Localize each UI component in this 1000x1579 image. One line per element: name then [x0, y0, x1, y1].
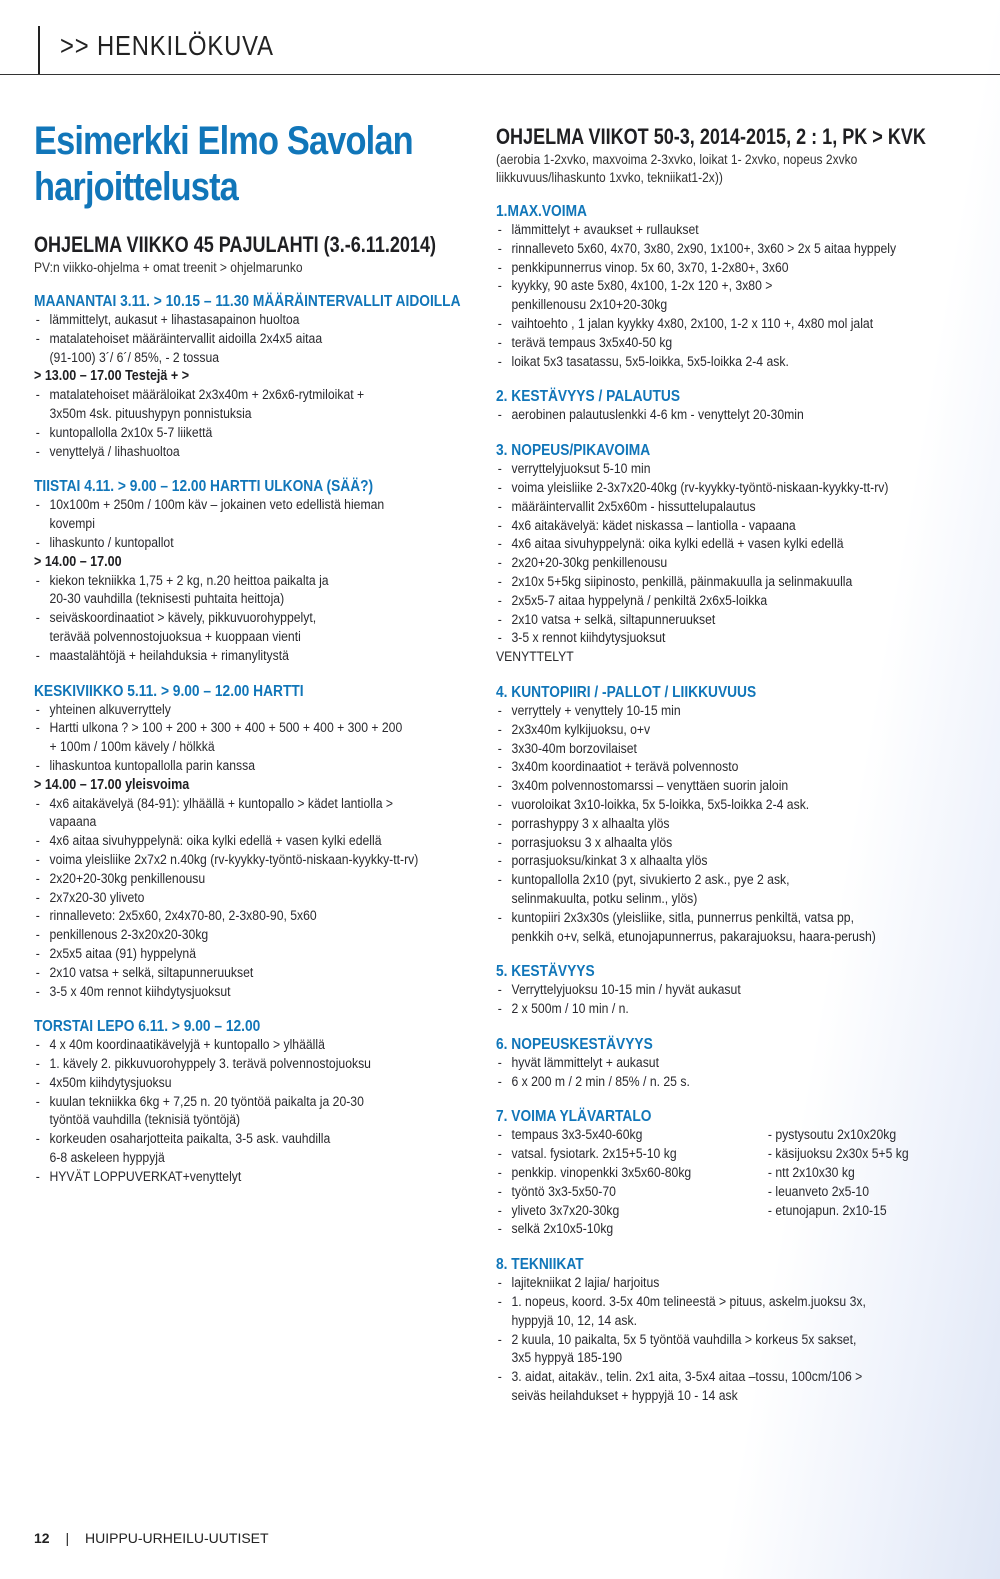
list-item: - lihaskunto / kuntopallot [34, 534, 463, 553]
list-item: - 4x6 aitakävelyä (84-91): ylhäällä + kuntopallo > kädet lantiolla > [34, 795, 463, 814]
list-row [496, 1126, 965, 1145]
right-sections [496, 202, 966, 1406]
section-title: TIISTAI 4.11. > 9.00 – 12.00 HARTTI ULKONA (SÄÄ?) [34, 478, 374, 496]
section-body [34, 311, 463, 461]
program-title-right: OHJELMA VIIKOT 50-3, 2014-2015, 2 : 1, PK > KVK [496, 124, 926, 149]
list-item: - penkkip. vinopenkki 3x5x60-80kg [496, 1164, 768, 1183]
list-item: - hyvät lämmittelyt + aukasut [496, 1054, 965, 1073]
list-item: - Hartti ulkona ? > 100 + 200 + 300 + 400 + 500 + 400 + 300 + 200 [34, 719, 463, 738]
list-item: - yhteinen alkuverryttely [34, 701, 463, 720]
program-subtitle-left: PV:n viikko-ohjelma + omat treenit > ohjelmarunko [34, 259, 303, 275]
list-item: - rinnalleveto 5x60, 4x70, 3x80, 2x90, 1x100+, 3x60 > 2x 5 aitaa hyppely [496, 240, 965, 259]
list-item: penkkih o+v, selkä, etunojapunnerrus, pakarajuoksu, haara-perush) [511, 928, 876, 945]
section-title: 4. KUNTOPIIRI / -PALLOT / LIIKKUVUUS [496, 683, 757, 701]
list-item: - porrasjuoksu 3 x alhaalta ylös [496, 834, 965, 853]
list-item: - 1. nopeus, koord. 3-5x 40m telineestä > pituus, askelm.juoksu 3x, [496, 1293, 965, 1312]
list-item: - HYVÄT LOPPUVERKAT+venyttelyt [34, 1168, 463, 1187]
section-title: 2. KESTÄVYYS / PALAUTUS [496, 388, 681, 406]
section-body [496, 460, 965, 667]
list-item: - lihaskuntoa kuntopallolla parin kanssa [34, 757, 463, 776]
session-time: > 14.00 – 17.00 yleisvoima [34, 776, 190, 793]
section-body [34, 1036, 463, 1186]
list-item: - maastalähtöjä + heilahduksia + rimanylitystä [34, 647, 463, 666]
list-item: - matalatehoiset määräloikat 2x3x40m + 2x6x6-rytmiloikat + [34, 386, 463, 405]
list-row [496, 1164, 965, 1183]
list-item-secondary: - etunojapun. 2x10-15 [767, 1202, 887, 1219]
left-sections [34, 292, 464, 1187]
list-item: - aerobinen palautuslenkki 4-6 km - venyttelyt 20-30min [496, 406, 965, 425]
list-item: - 2x20+20-30kg penkillenousu [34, 870, 463, 889]
list-item: 3x50m 4sk. pituushypyn ponnistuksia [49, 405, 252, 422]
program-title-left: OHJELMA VIIKKO 45 PAJULAHTI (3.-6.11.2014) [34, 232, 437, 257]
list-item: - Verryttelyjuoksu 10-15 min / hyvät aukasut [496, 981, 965, 1000]
list-item: - 4x6 aitaa sivuhyppelynä: oika kylki edellä + vasen kylki edellä [496, 535, 965, 554]
list-item: - kuulan tekniikka 6kg + 7,25 n. 20 työntöä paikalta ja 20-30 [34, 1093, 463, 1112]
list-item: - 4x50m kiihdytysjuoksu [34, 1074, 463, 1093]
left-column [34, 118, 464, 1187]
list-item: kovempi [49, 516, 95, 533]
list-item: - vuoroloikat 3x10-loikka, 5x 5-loikka, 5x5-loikka 2-4 ask. [496, 796, 965, 815]
list-item: - työntö 3x3-5x50-70 [496, 1183, 768, 1202]
section-body [496, 1126, 965, 1239]
section-body [496, 1274, 965, 1406]
list-item: - 4 x 40m koordinaatikävelyjä + kuntopallo > ylhäällä [34, 1036, 463, 1055]
list-item: - 10x100m + 250m / 100m käv – jokainen veto edellistä hieman [34, 496, 463, 515]
list-item: työntöä vauhdilla (teknisiä työntöjä) [49, 1112, 241, 1129]
section-title: 8. TEKNIIKAT [496, 1256, 584, 1274]
list-item: - 2 x 500m / 10 min / n. [496, 1000, 965, 1019]
list-item: - määräintervallit 2x5x60m - hissuttelupalautus [496, 498, 965, 517]
section-title: MAANANTAI 3.11. > 10.15 – 11.30 MÄÄRÄINTERVALLIT AIDOILLA [34, 293, 461, 310]
section-title: TORSTAI LEPO 6.11. > 9.00 – 12.00 [34, 1018, 261, 1036]
list-item: - 3x30-40m borzovilaiset [496, 740, 965, 759]
list-item: penkillenousu 2x10+20-30kg [511, 297, 668, 314]
list-item: - 6 x 200 m / 2 min / 85% / n. 25 s. [496, 1073, 965, 1092]
list-item-secondary [768, 1220, 965, 1239]
page-number: 12 [34, 1530, 50, 1546]
list-item: vapaana [49, 814, 97, 831]
list-item: + 100m / 100m kävely / hölkkä [49, 739, 215, 756]
list-item: - penkillenous 2-3x20x20-30kg [34, 926, 463, 945]
list-item: - voima yleisliike 2x7x2 n.40kg (rv-kyykky-työntö-niskaan-kyykky-tt-rv) [34, 851, 463, 870]
list-item: - kuntopallolla 2x10 (pyt, sivukierto 2 ask., pye 2 ask, [496, 871, 965, 890]
session-time: > 13.00 – 17.00 Testejä + > [34, 368, 190, 385]
section-body [496, 981, 965, 1019]
footer-separator: | [65, 1530, 70, 1546]
list-item: - 4x6 aitakävelyä: kädet niskassa – lantiolla - vapaana [496, 517, 965, 536]
list-item: - 2x10 vatsa + selkä, siltapunneruukset [34, 964, 463, 983]
list-item: - 2x5x5-7 aitaa hyppelynä / penkiltä 2x6x5-loikka [496, 592, 965, 611]
list-item: - 4x6 aitaa sivuhyppelynä: oika kylki edellä + vasen kylki edellä [34, 832, 463, 851]
section-title: 7. VOIMA YLÄVARTALO [496, 1108, 652, 1126]
list-item: selinmakuulta, potku selinm., ylös) [511, 890, 698, 907]
list-item-secondary: - pystysoutu 2x10x20kg [767, 1127, 897, 1144]
list-item-secondary: - ntt 2x10x30 kg [767, 1165, 855, 1182]
section-title: 5. KESTÄVYYS [496, 963, 595, 981]
list-item: - 3. aidat, aitakäv., telin. 2x1 aita, 3-5x4 aitaa –tossu, 100cm/106 > [496, 1368, 965, 1387]
list-item: terävää polvennostojuoksua + kuoppaan vienti [49, 628, 301, 645]
list-item: - 2x3x40m kylkijuoksu, o+v [496, 721, 965, 740]
list-item: - matalatehoiset määräintervallit aidoilla 2x4x5 aitaa [34, 330, 463, 349]
list-item: - vaihtoehto , 1 jalan kyykky 4x80, 2x100, 1-2 x 110 +, 4x80 mol jalat [496, 315, 965, 334]
list-item: - lämmittelyt, aukasut + lihastasapainon huoltoa [34, 311, 463, 330]
list-item: - 2x20+20-30kg penkillenousu [496, 554, 965, 573]
list-item: - lajitekniikat 2 lajia/ harjoitus [496, 1274, 965, 1293]
list-item: - 3-5 x rennot kiihdytysjuoksut [496, 629, 965, 648]
section-body [496, 221, 965, 371]
article-title: Esimerkki Elmo Savolan harjoittelusta [34, 119, 413, 209]
list-item: (91-100) 3´/ 6´/ 85%, - 2 tossua [49, 349, 220, 366]
list-row [496, 1145, 965, 1164]
section-body [496, 1054, 965, 1092]
list-item: hyppyjä 10, 12, 14 ask. [511, 1312, 637, 1329]
list-item: - verryttelyjuoksut 5-10 min [496, 460, 965, 479]
list-item: seiväs heilahdukset + hyppyjä 10 - 14 ask [511, 1388, 738, 1405]
header-rule-vertical [38, 26, 40, 74]
list-item: - 3x40m polvennostomarssi – venyttäen suorin jaloin [496, 777, 965, 796]
list-item: - verryttely + venyttely 10-15 min [496, 702, 965, 721]
list-item: - loikat 5x3 tasatassu, 5x5-loikka, 5x5-loikka 2-4 ask. [496, 353, 965, 372]
list-item: - korkeuden osaharjotteita paikalta, 3-5 ask. vauhdilla [34, 1130, 463, 1149]
list-item: - seiväskoordinaatiot > kävely, pikkuvuorohyppelyt, [34, 609, 463, 628]
program-subtitle-right: (aerobia 1-2xvko, maxvoima 2-3xvko, loikat 1- 2xvko, nopeus 2xvko liikkuvuus/lihaskunto 1xvko, tekniikat1-2x)) [496, 151, 858, 185]
list-item: - kyykky, 90 aste 5x80, 4x100, 1-2x 120 +, 3x80 > [496, 277, 965, 296]
list-item: 3x5 hyppyä 185-190 [511, 1350, 623, 1367]
list-item: - 2x10 vatsa + selkä, siltapunneruukset [496, 611, 965, 630]
list-item: - 2x5x5 aitaa (91) hyppelynä [34, 945, 463, 964]
list-item: - 1. kävely 2. pikkuvuorohyppely 3. terävä polvennostojuoksu [34, 1055, 463, 1074]
section-title: 6. NOPEUSKESTÄVYYS [496, 1035, 653, 1053]
list-row [496, 1183, 965, 1202]
list-item: - kuntopallolla 2x10x 5-7 liikettä [34, 424, 463, 443]
list-item: - porrasjuoksu/kinkat 3 x alhaalta ylös [496, 852, 965, 871]
list-item: - lämmittelyt + avaukset + rullaukset [496, 221, 965, 240]
header-rule [0, 74, 1000, 75]
list-item: - voima yleisliike 2-3x7x20-40kg (rv-kyykky-työntö-niskaan-kyykky-tt-rv) [496, 479, 965, 498]
list-item: - rinnalleveto: 2x5x60, 2x4x70-80, 2-3x80-90, 5x60 [34, 907, 463, 926]
section-title: 1.MAX.VOIMA [496, 203, 587, 220]
list-row [496, 1220, 965, 1239]
section-body [34, 496, 463, 665]
list-item: VENYTTELYT [496, 649, 574, 666]
section-title: 3. NOPEUS/PIKAVOIMA [496, 442, 651, 460]
list-item: - kiekon tekniikka 1,75 + 2 kg, n.20 heittoa paikalta ja [34, 572, 463, 591]
section-body [496, 406, 965, 425]
section-body [496, 702, 965, 946]
section-body [34, 701, 463, 1002]
list-item: - selkä 2x10x5-10kg [496, 1220, 768, 1239]
list-item: - terävä tempaus 3x5x40-50 kg [496, 334, 965, 353]
publication-name: HUIPPU-URHEILU-UUTISET [85, 1530, 269, 1546]
list-item: - vatsal. fysiotark. 2x15+5-10 kg [496, 1145, 768, 1164]
list-item: - venyttelyä / lihashuoltoa [34, 443, 463, 462]
list-item-secondary: - käsijuoksu 2x30x 5+5 kg [767, 1146, 909, 1163]
section-title: KESKIVIIKKO 5.11. > 9.00 – 12.00 HARTTI [34, 682, 304, 700]
list-item: - 3-5 x 40m rennot kiihdytysjuoksut [34, 983, 463, 1002]
list-item: - tempaus 3x3-5x40-60kg [496, 1126, 768, 1145]
session-time: > 14.00 – 17.00 [34, 553, 122, 570]
list-item: - 3x40m koordinaatiot + terävä polvennosto [496, 758, 965, 777]
list-item: - yliveto 3x7x20-30kg [496, 1202, 768, 1221]
list-item: - penkkipunnerrus vinop. 5x 60, 3x70, 1-2x80+, 3x60 [496, 259, 965, 278]
list-item: - porrashyppy 3 x alhaalta ylös [496, 815, 965, 834]
list-item: 20-30 vauhdilla (teknisesti puhtaita heittoja) [49, 591, 285, 608]
page-header [0, 0, 1000, 80]
list-row [496, 1202, 965, 1221]
section-label: >> HENKILÖKUVA [60, 30, 274, 61]
list-item: - 2x7x20-30 yliveto [34, 889, 463, 908]
page-footer [34, 1530, 269, 1546]
list-item: 6-8 askeleen hyppyjä [49, 1150, 165, 1167]
list-item: - 2x10x 5+5kg siipinosto, penkillä, päinmakuulla ja selinmakuulla [496, 573, 965, 592]
list-item: - 2 kuula, 10 paikalta, 5x 5 työntöä vauhdilla > korkeus 5x sakset, [496, 1331, 965, 1350]
list-item: - kuntopiiri 2x3x30s (yleisliike, sitla, punnerrus penkiltä, vatsa pp, [496, 909, 965, 928]
right-column [496, 124, 966, 1406]
list-item-secondary: - leuanveto 2x5-10 [767, 1183, 870, 1200]
